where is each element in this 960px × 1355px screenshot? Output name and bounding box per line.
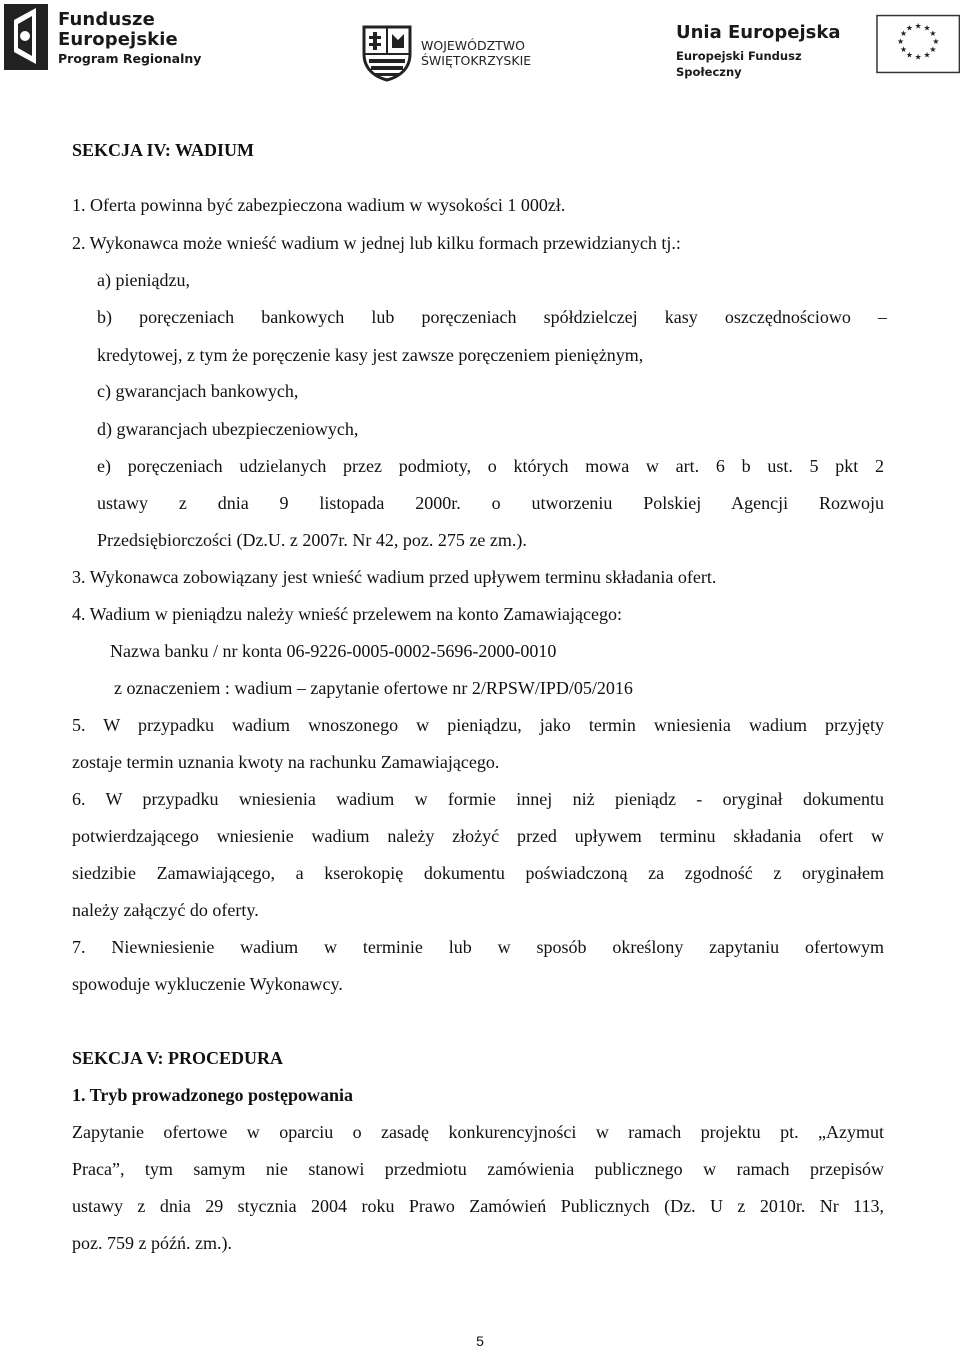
form-item-c: c) gwarancjach bankowych, (97, 381, 299, 401)
region-logo-line2: ŚWIĘTOKRZYSKIE (421, 53, 532, 68)
form-item-e-line3: Przedsiębiorczości (Dz.U. z 2007r. Nr 42, poz. 275 ze zm.). (97, 530, 527, 550)
svg-text:★: ★ (923, 23, 931, 33)
form-item-b-line2: kredytowej, z tym że poręczenie kasy jest zawsze poręczeniem pieniężnym, (97, 345, 644, 365)
procedure-text-line2: Praca”, tym samym nie stanowi przedmiotu zamówienia publicznego w ramach przepisów (72, 1159, 884, 1179)
svg-text:★: ★ (929, 44, 937, 54)
fundusze-europejskie-logo (2, 2, 201, 74)
svg-text:★: ★ (899, 44, 907, 54)
paragraph-5-line2: zostaje termin uznania kwoty na rachunku Zamawiającego. (72, 752, 500, 772)
paragraph-1: 1. Oferta powinna być zabezpieczona wadium w wysokości 1 000zł. (72, 195, 566, 215)
paragraph-5-line1: 5. W przypadku wadium wnoszonego w pieniądzu, jako termin wniesienia wadium przyjęty (72, 715, 884, 735)
marking-line: z oznaczeniem : wadium – zapytanie ofertowe nr 2/RPSW/IPD/05/2016 (114, 678, 633, 698)
paragraph-7-line2: spowoduje wykluczenie Wykonawcy. (72, 974, 343, 994)
page-number: 5 (476, 1333, 484, 1349)
paragraph-6-line4: należy załączyć do oferty. (72, 900, 259, 920)
svg-text:★: ★ (914, 52, 922, 62)
paragraph-6-line1: 6. W przypadku wniesienia wadium w formie innej niż pieniądz - oryginał dokumentu (72, 789, 884, 809)
paragraph-7-line1: 7. Niewniesienie wadium w terminie lub w sposób określony zapytaniu ofertowym (72, 937, 884, 957)
svg-text:★: ★ (929, 29, 937, 39)
svg-text:★: ★ (923, 50, 931, 60)
form-item-d: d) gwarancjach ubezpieczeniowych, (97, 419, 359, 439)
form-item-e-line2: ustawy z dnia 9 listopada 2000r. o utworzeniu Polskiej Agencji Rozwoju (97, 493, 884, 513)
section-4-title: SEKCJA IV: WADIUM (72, 140, 255, 160)
bank-account-line: Nazwa banku / nr konta 06-9226-0005-0002-5696-2000-0010 (110, 641, 557, 661)
paragraph-6-line3: siedzibie Zamawiającego, a kserokopię dokumentu poświadczoną za zgodność z oryginałem (72, 863, 884, 883)
form-item-b-line1: b) poręczeniach bankowych lub poręczeniach spółdzielczej kasy oszczędnościowo – (97, 307, 887, 327)
procedure-text-line1: Zapytanie ofertowe w oparciu o zasadę konkurencyjności w ramach projektu pt. „Azymut (72, 1122, 884, 1142)
svg-text:★: ★ (914, 21, 922, 31)
fundusze-europejskie-mark-icon (2, 2, 50, 72)
svg-text:★: ★ (905, 23, 913, 33)
form-item-e-line1: e) poręczeniach udzielanych przez podmioty, o których mowa w art. 6 b ust. 5 pkt 2 (97, 456, 884, 476)
procedure-text-line3: ustawy z dnia 29 stycznia 2004 roku Prawo Zamówień Publicznych (Dz. U z 2010r. Nr 113, (72, 1196, 884, 1216)
procedure-subheading: 1. Tryb prowadzonego postępowania (72, 1085, 354, 1105)
paragraph-2: 2. Wykonawca może wnieść wadium w jednej lub kilku formach przewidzianych tj.: (72, 233, 681, 253)
form-item-a: a) pieniądzu, (97, 270, 190, 290)
region-logo-line1: WOJEWÓDZTWO (421, 38, 526, 53)
paragraph-6-line2: potwierdzającego wniesienie wadium należy złożyć przed upływem terminu składania ofert w (72, 826, 884, 846)
svg-text:★: ★ (899, 29, 907, 39)
paragraph-3: 3. Wykonawca zobowiązany jest wnieść wadium przed upływem terminu składania ofert. (72, 567, 717, 587)
fe-logo-line3: Program Regionalny (58, 51, 202, 66)
unia-europejska-logo (676, 22, 960, 80)
section-5-title: SEKCJA V: PROCEDURA (72, 1048, 284, 1068)
swietokrzyskie-logo (361, 24, 531, 82)
procedure-text-line4: poz. 759 z późń. zm.). (72, 1233, 232, 1253)
eu-flag-stars-icon (876, 14, 960, 74)
paragraph-4: 4. Wadium w pieniądzu należy wnieść przelewem na konto Zamawiającego: (72, 604, 623, 624)
svg-text:★: ★ (905, 50, 913, 60)
eu-logo-line1: Unia Europejska (676, 22, 841, 43)
fe-logo-line1: Fundusze (58, 9, 155, 30)
header-logos (0, 0, 960, 90)
svg-text:★: ★ (931, 37, 939, 46)
svg-text:★: ★ (896, 37, 904, 46)
fe-logo-line2: Europejskie (58, 29, 178, 50)
coat-of-arms-icon (361, 24, 413, 82)
eu-logo-line2: Europejski Fundusz Społeczny (676, 49, 802, 79)
